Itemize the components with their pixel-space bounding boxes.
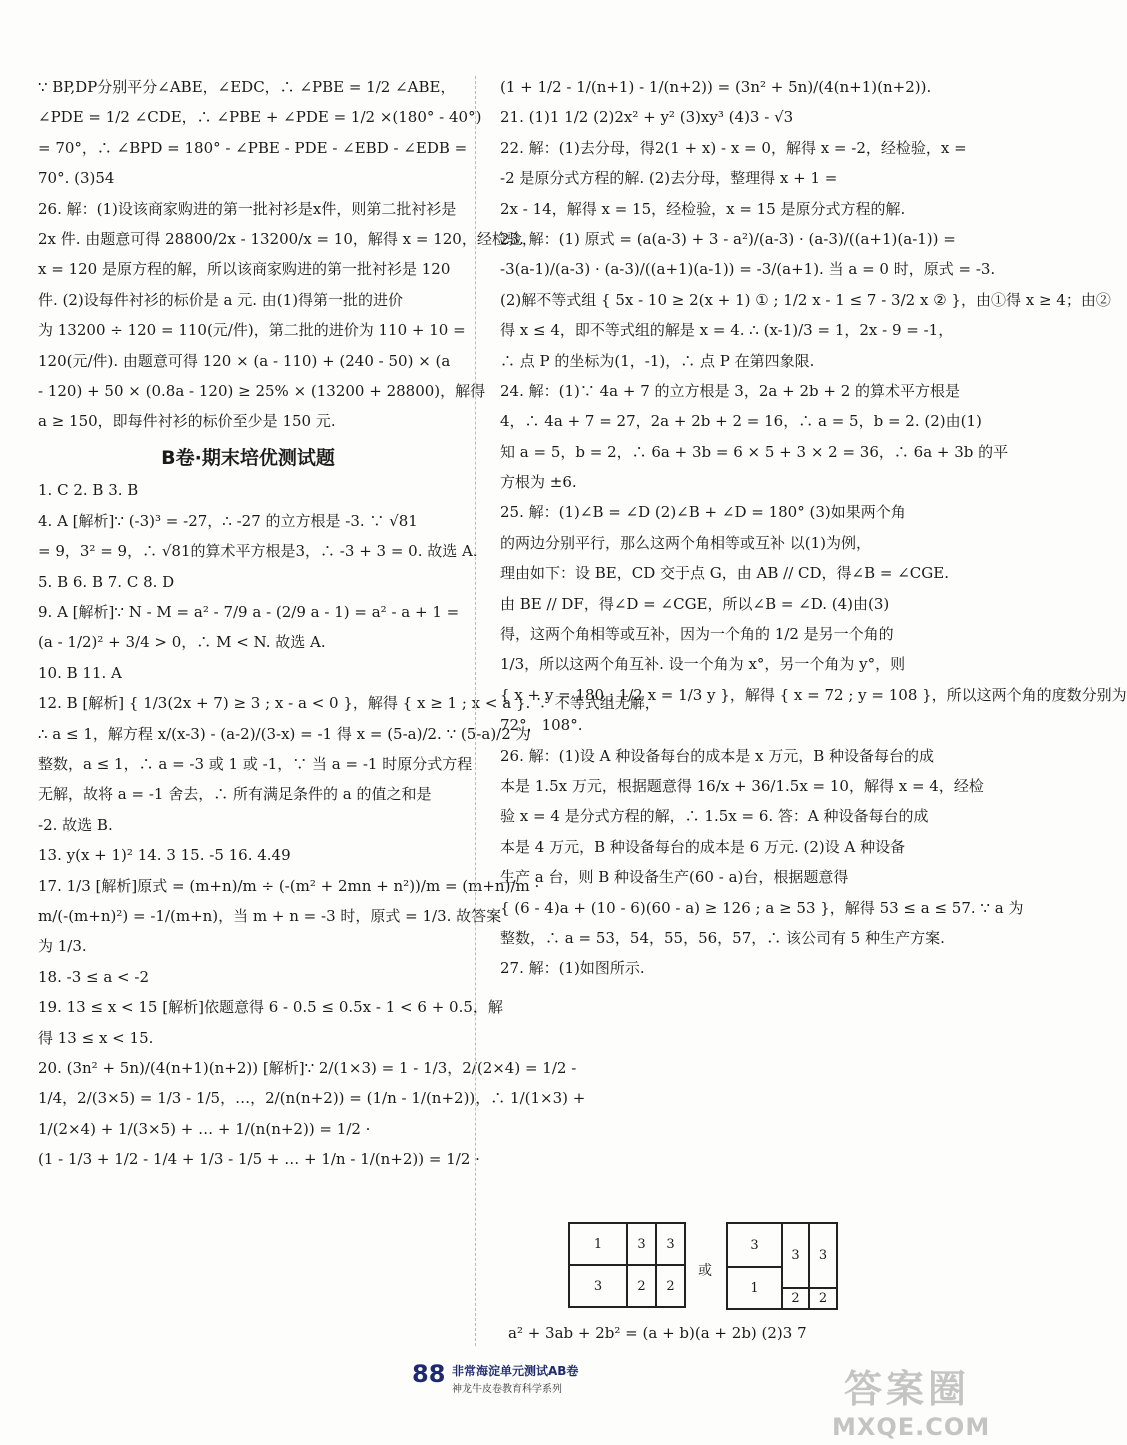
answer-line: 知 a = 5，b = 2，∴ 6a + 3b = 6 × 5 + 3 × 2 = 36，∴ 6a + 3b 的平 [500,442,1009,461]
figure-or-label: 或 [698,1263,712,1279]
answer-line: -2. 故选 B. [38,815,113,834]
answer-line: m/(-(m+n)²) = -1/(m+n)，当 m + n = -3 时，原式 = 1/3. 故答案 [38,906,502,925]
answer-line: 25. 解：(1)∠B = ∠D (2)∠B + ∠D = 180° (3)如果两个角 [500,503,906,522]
answer-line: (1 - 1/3 + 1/2 - 1/4 + 1/3 - 1/5 + … + 1/n - 1/(n+2)) = 1/2 · [38,1150,480,1169]
answer-line: 13. y(x + 1)² 14. 3 15. -5 16. 4.49 [38,846,291,865]
section-title: B卷·期末培优测试题 [161,446,335,469]
answer-line: 2x 件. 由题意可得 28800/2x - 13200/x = 10，解得 x = 120，经检验， [38,229,537,248]
grid-a-cell: 2 [656,1265,685,1307]
watermark-logo [832,1358,991,1441]
answer-line: 24. 解：(1)∵ 4a + 7 的立方根是 3，2a + 2b + 2 的算术平方根是 [500,381,961,400]
answer-line: a ≥ 150，即每件衬衫的标价至少是 150 元. [38,412,336,431]
answer-line: 整数，∴ a = 53，54，55，56，57，∴ 该公司有 5 种生产方案. [500,928,945,947]
answer-line: 得 x ≤ 4，即不等式组的解是 x = 4. ∴ (x-1)/3 = 1，2x - 9 = -1， [500,321,954,340]
answer-line: 整数，a ≤ 1，∴ a = -3 或 1 或 -1，∵ 当 a = -1 时原分式方程 [38,755,473,773]
tiling-grid-b [726,1222,838,1310]
answer-line: 70°. (3)54 [38,169,115,188]
answer-line: 5. B 6. B 7. C 8. D [38,572,175,591]
grid-a-cell: 3 [656,1223,685,1265]
tiling-figure [568,1222,868,1312]
final-answer-line: a² + 3ab + 2b² = (a + b)(a + 2b) (2)3 7 [508,1324,807,1342]
answer-line: 1/(2×4) + 1/(3×5) + … + 1/(n(n+2)) = 1/2 · [38,1119,371,1138]
answer-line: 17. 1/3 [解析]原式 = (m+n)/m ÷ (-(m² + 2mn + n²))/m = (m+n)/m · [38,876,540,895]
answer-line: { (6 - 4)a + (10 - 6)(60 - a) ≥ 126 ; a ≥ 53 }，解得 53 ≤ a ≤ 57. ∵ a 为 [500,898,1024,917]
answer-line: 19. 13 ≤ x < 15 [解析]依题意得 6 - 0.5 ≤ 0.5x - 1 < 6 + 0.5，解 [38,998,503,1017]
answer-line: 为 1/3. [38,937,87,956]
answer-line: - 120) + 50 × (0.8a - 120) ≥ 25% × (13200 + 28800)，解得 [38,381,486,400]
tiling-grid-a [568,1222,686,1308]
answer-line: 件. (2)设每件衬衫的标价是 a 元. 由(1)得第一批的进价 [38,290,404,309]
answer-line: 得 13 ≤ x < 15. [38,1028,154,1047]
answer-line: 20. (3n² + 5n)/(4(n+1)(n+2)) [解析]∵ 2/(1×3) = 1 - 1/3，2/(2×4) = 1/2 - [38,1058,577,1077]
series-subtitle: 神龙牛皮卷教育科学系列 [452,1384,562,1395]
answer-line: -2 是原分式方程的解. (2)去分母，整理得 x + 1 = [500,169,838,188]
answer-line: x = 120 是原方程的解，所以该商家购进的第一批衬衫是 120 [38,260,451,279]
answer-line: 9. A [解析]∵ N - M = a² - 7/9 a - (2/9 a - 1) = a² - a + 1 = [38,603,460,622]
answer-line: 方根为 ±6. [500,473,577,492]
answer-line: { x + y = 180 ; 1/2 x = 1/3 y }，解得 { x = 72 ; y = 108 }，所以这两个角的度数分别为 [500,685,1127,704]
answer-line: 理由如下：设 BE，CD 交于点 G，由 AB // CD，得∠B = ∠CGE. [500,564,949,583]
series-title: 非常海淀单元测试AB卷 [452,1364,579,1378]
answer-line: 10. B 11. A [38,663,122,682]
column-divider [475,76,476,1346]
answer-line: 为 13200 ÷ 120 = 110(元/件)，第二批的进价为 110 + 10 = [38,321,466,340]
answer-line: 验 x = 4 是分式方程的解，∴ 1.5x = 6. 答：A 种设备每台的成 [500,807,929,826]
answer-line: 26. 解：(1)设 A 种设备每台的成本是 x 万元，B 种设备每台的成 [500,746,935,765]
answer-line: (a - 1/2)² + 3/4 > 0，∴ M < N. 故选 A. [38,633,326,652]
grid-a-cell: 1 [569,1223,627,1265]
right-column [500,72,1127,984]
grid-b-cell: 2 [782,1288,809,1309]
answer-line: (2)解不等式组 { 5x - 10 ≥ 2(x + 1) ① ; 1/2 x - 1 ≤ 7 - 3/2 x ② }，由①得 x ≥ 4；由② [500,290,1111,309]
grid-b-cell: 3 [727,1223,782,1267]
answer-line: 的两边分别平行，那么这两个角相等或互补 以(1)为例， [500,533,872,552]
answer-line: 1/3，所以这两个角互补. 设一个角为 x°，另一个角为 y°，则 [500,655,906,674]
answer-line: 21. (1)1 1/2 (2)2x² + y² (3)xy³ (4)3 - √3 [500,108,794,127]
answer-line: 生产 a 台，则 B 种设备生产(60 - a)台，根据题意得 [500,868,849,887]
answer-line: 120(元/件). 由题意可得 120 × (a - 110) + (240 - 50) × (a [38,351,451,370]
answer-line: 22. 解：(1)去分母，得2(1 + x) - x = 0，解得 x = -2，经检验，x = [500,138,967,157]
answer-line: 4. A [解析]∵ (-3)³ = -27，∴ -27 的立方根是 -3. ∵ √81 [38,511,418,530]
grid-a-cell: 3 [627,1223,656,1265]
answer-line: 1/4，2/(3×5) = 1/3 - 1/5，…，2/(n(n+2)) = (1/n - 1/(n+2))，∴ 1/(1×3) + [38,1089,586,1108]
grid-a-cell: 3 [569,1265,627,1307]
answer-line: ∴ 点 P 的坐标为(1，-1)，∴ 点 P 在第四象限. [500,351,815,370]
answer-line: 由 BE // DF，得∠D = ∠CGE，所以∠B = ∠D. (4)由(3) [500,594,890,613]
answer-line: 4，∴ 4a + 7 = 27，2a + 2b + 2 = 16，∴ a = 5，b = 2. (2)由(1) [500,412,982,431]
page-footer [412,1358,592,1406]
answer-line: ∴ a ≤ 1，解方程 x/(x-3) - (a-2)/(3-x) = -1 得 x = (5-a)/2. ∵ (5-a)/2 为 [38,724,531,743]
watermark-sub: MXQE.COM [832,1413,991,1441]
answer-line: 本是 4 万元，B 种设备每台的成本是 6 万元. (2)设 A 种设备 [500,837,906,856]
answer-line: ∠PDE = 1/2 ∠CDE，∴ ∠PBE + ∠PDE = 1/2 ×(180° - 40°) [38,108,482,127]
answer-line: 1. C 2. B 3. B [38,481,139,500]
grid-b-cell: 3 [782,1223,809,1288]
grid-a-cell: 2 [627,1265,656,1307]
page-number: 88 [412,1360,446,1388]
answer-line: = 70°，∴ ∠BPD = 180° - ∠PBE - PDE - ∠EBD - ∠EDB = [38,138,468,157]
grid-b-cell: 1 [727,1267,782,1309]
answer-line: 27. 解：(1)如图所示. [500,959,645,978]
answer-line: = 9，3² = 9，∴ √81的算术平方根是3，∴ -3 + 3 = 0. 故选 A. [38,542,478,561]
answer-line: ∵ BP,DP分别平分∠ABE，∠EDC，∴ ∠PBE = 1/2 ∠ABE， [38,78,456,96]
answer-line: 18. -3 ≤ a < -2 [38,967,149,986]
grid-b-cell: 3 [809,1223,837,1288]
answer-line: -3(a-1)/(a-3) · (a-3)/((a+1)(a-1)) = -3/(a+1). 当 a = 0 时，原式 = -3. [500,260,996,279]
answer-line: 23. 解：(1) 原式 = (a(a-3) + 3 - a²)/(a-3) · (a-3)/((a+1)(a-1)) = [500,229,956,248]
answer-line: 12. B [解析] { 1/3(2x + 7) ≥ 3 ; x - a < 0 }，解得 { x ≥ 1 ; x < a }. ∵ 不等式组无解， [38,694,660,713]
answer-line: 2x - 14，解得 x = 15，经检验，x = 15 是原分式方程的解. [500,199,906,218]
answer-line: 得，这两个角相等或互补，因为一个角的 1/2 是另一个角的 [500,625,894,644]
answer-line: 无解，故将 a = -1 舍去，∴ 所有满足条件的 a 的值之和是 [38,785,432,804]
answer-line: 72°，108°. [500,716,583,735]
answer-line: (1 + 1/2 - 1/(n+1) - 1/(n+2)) = (3n² + 5n)/(4(n+1)(n+2)). [500,78,932,96]
grid-b-cell: 2 [809,1288,837,1309]
watermark-main: 答案圈 [843,1367,970,1411]
answer-line: 本是 1.5x 万元，根据题意得 16/x + 36/1.5x = 10，解得 x = 4，经检 [500,776,984,795]
answer-line: 26. 解：(1)设该商家购进的第一批衬衫是x件，则第二批衬衫是 [38,199,457,218]
